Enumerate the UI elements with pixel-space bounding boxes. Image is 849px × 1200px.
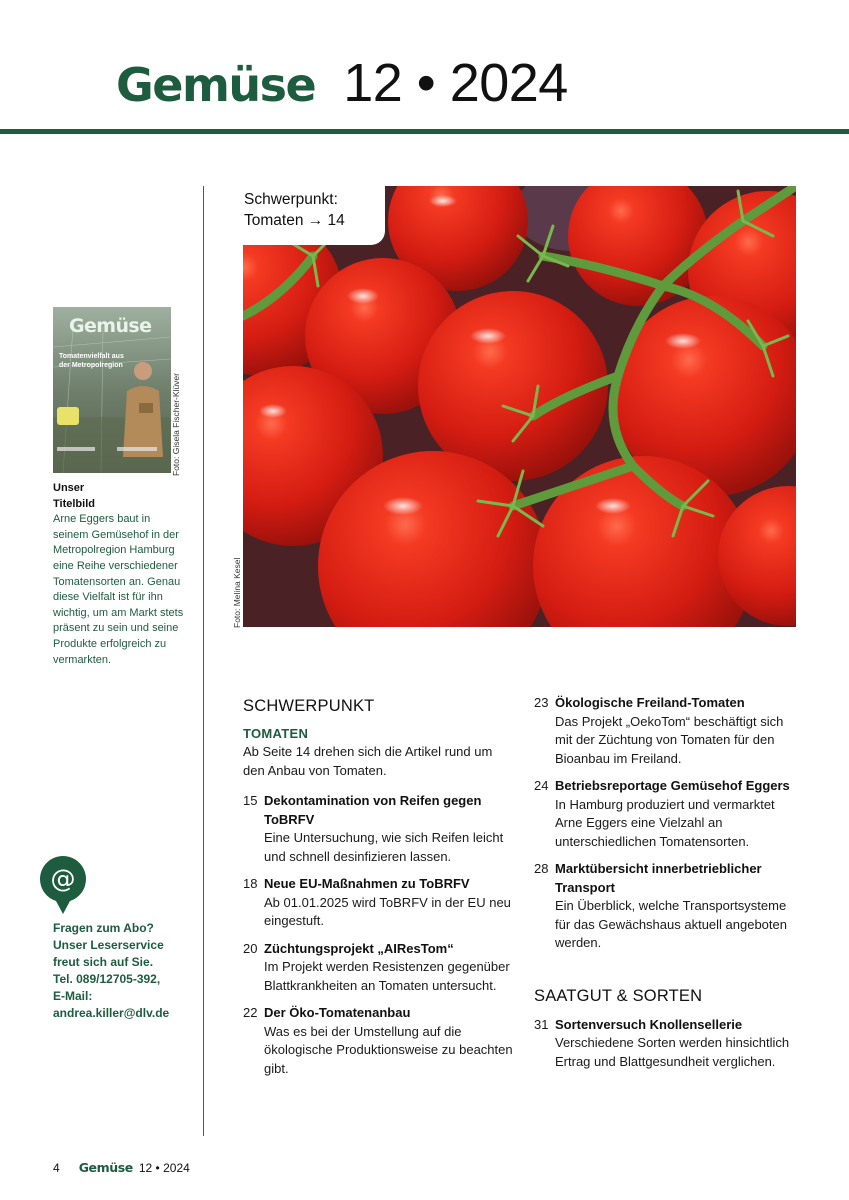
svg-text:@: @: [50, 864, 76, 893]
reader-service-contact: [53, 920, 193, 1022]
column-divider: [203, 186, 204, 1136]
toc-title: Betriebsreportage Gemüsehof Eggers: [555, 778, 790, 793]
contact-email-link[interactable]: andrea.killer@dlv.de: [53, 1006, 170, 1020]
cover-headline: Tomatenvielfalt aus der Metropolregion: [59, 353, 124, 369]
toc-page-number: 20: [243, 940, 258, 956]
toc-description: Verschiedene Sorten werden hinsichtlich Ertrag und Blattgesundheit verglichen.: [555, 1035, 790, 1069]
toc-description: Ein Überblick, welche Transportsysteme für das Gewächshaus aktuell angeboten werden.: [555, 898, 787, 950]
toc-title: Neue EU-Maßnahmen zu ToBRFV: [264, 876, 470, 891]
toc-column-left: [243, 697, 513, 1078]
toc-column-right: [534, 694, 804, 1071]
magazine-logo: Gemüse: [116, 58, 316, 112]
toc-description: Eine Untersuchung, wie sich Reifen leicht und schnell desinfizieren lassen.: [264, 830, 504, 864]
contact-line: Fragen zum Abo?: [53, 921, 154, 935]
toc-page-number: 22: [243, 1005, 258, 1020]
toc-entry[interactable]: [243, 792, 513, 866]
hero-tomato-photo: [243, 186, 796, 627]
toc-description: Was es bei der Umstellung auf die ökologische Produktionsweise zu beachten gibt.: [264, 1023, 513, 1076]
cover-caption-text: Arne Eggers baut in seinem Gemüsehof in der Metropolregion Hamburg eine Reihe verschiedener Tomatensorten an. Genau diese Vielfalt ist für ihn wichtig, um am Markt stets präsent zu sein und seine Produkte erfolgreich zu vermarkten.: [53, 513, 184, 666]
toc-description: Im Projekt werden Resistenzen gegenüber Blattkrankheiten an Tomaten untersucht.: [264, 959, 510, 993]
cover-caption-title-1: Unser: [53, 482, 85, 494]
footer-logo: Gemüse: [78, 1160, 133, 1175]
toc-page-number: 31: [534, 1016, 549, 1032]
toc-title: Der Öko-Tomatenanbau: [264, 1005, 411, 1020]
masthead: [116, 52, 568, 114]
toc-entry[interactable]: [534, 860, 804, 953]
page-footer: [53, 1160, 190, 1175]
footer-issue: 12 • 2024: [138, 1161, 190, 1175]
issue-number: 12 • 2024: [343, 53, 568, 113]
contact-line: E-Mail:: [53, 989, 93, 1003]
toc-page-number: 23: [534, 695, 549, 710]
cover-caption-title-2: Titelbild: [53, 497, 95, 510]
toc-entry[interactable]: [243, 940, 513, 996]
subheading-tomaten: TOMATEN: [243, 726, 309, 741]
toc-entry[interactable]: [243, 1004, 513, 1078]
toc-page-number: 15: [243, 793, 258, 808]
toc-entry[interactable]: [534, 1016, 804, 1072]
cover-logo: Gemüse: [69, 315, 152, 337]
focus-topic-link: Tomaten → 14: [244, 212, 345, 229]
toc-description: Ab 01.01.2025 wird ToBRFV in der EU neu eingestuft.: [264, 894, 511, 928]
toc-title: Sortenversuch Knollensellerie: [555, 1016, 743, 1032]
hero-photo-credit: Foto: Melina Kesel: [232, 557, 242, 628]
page-number: 4: [53, 1161, 60, 1175]
toc-title: Dekontamination von Reifen gegen ToBRFV: [264, 793, 482, 827]
focus-topic-label: Schwerpunkt:: [244, 191, 338, 208]
at-icon: [40, 856, 86, 914]
toc-page-number: 24: [534, 778, 549, 793]
toc-description: In Hamburg produziert und vermarktet Arne Eggers eine Vielzahl an unterschiedlichen Tomatensorten.: [555, 796, 775, 849]
section-intro: Ab Seite 14 drehen sich die Artikel rund um den Anbau von Tomaten.: [243, 744, 493, 778]
cover-thumbnail: [53, 307, 171, 473]
toc-title: Ökologische Freiland-Tomaten: [555, 695, 745, 710]
toc-entry[interactable]: [534, 694, 804, 768]
header-rule: [0, 129, 849, 134]
toc-entry[interactable]: [243, 875, 513, 931]
toc-description: Das Projekt „OekoTom“ beschäftigt sich mit der Züchtung von Tomaten für den Bioanbau im Freiland.: [555, 713, 784, 766]
section-heading-saatgut: SAATGUT & SORTEN: [534, 986, 703, 1005]
section-heading-schwerpunkt: SCHWERPUNKT: [243, 697, 375, 715]
contact-phone: Tel. 089/12705-392,: [53, 972, 161, 986]
contact-line: freut sich auf Sie.: [53, 955, 154, 969]
toc-title: Marktübersicht innerbetrieblicher Transport: [555, 861, 762, 895]
focus-topic-tag[interactable]: [243, 186, 385, 245]
toc-entry[interactable]: [534, 777, 804, 851]
cover-photo-credit: Foto: Gisela Fischer-Klüver: [171, 373, 181, 476]
toc-page-number: 28: [534, 861, 549, 876]
toc-title: Züchtungsprojekt „AIResTom“: [264, 940, 454, 956]
contact-line: Unser Leserservice: [53, 938, 164, 952]
cover-caption: [53, 481, 187, 668]
toc-page-number: 18: [243, 876, 258, 891]
